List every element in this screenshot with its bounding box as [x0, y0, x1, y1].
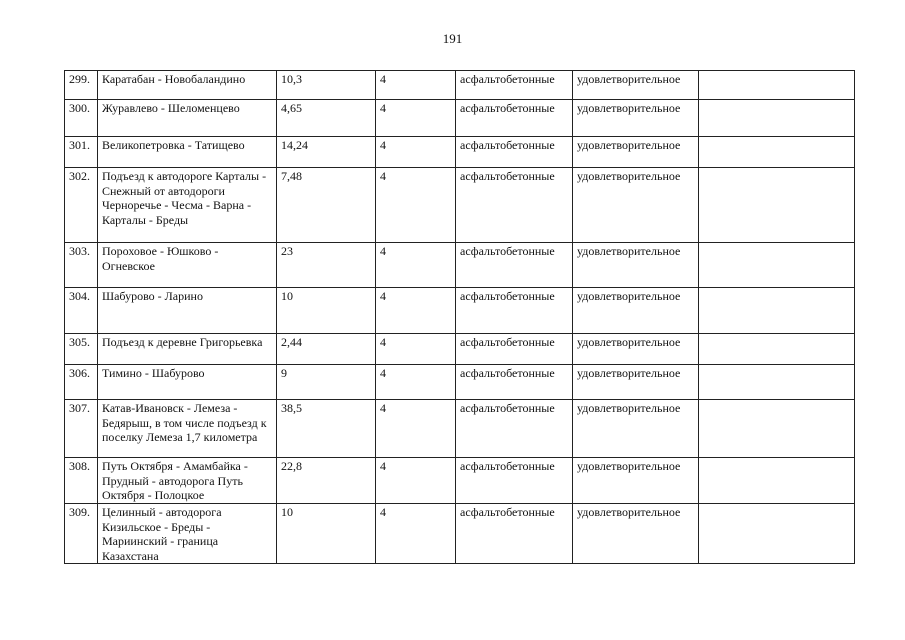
road-name-cell: Тимино - Шабурово [98, 365, 277, 400]
road-note-cell [699, 365, 855, 400]
road-note-cell [699, 71, 855, 100]
road-name-cell: Великопетровка - Татищево [98, 137, 277, 168]
road-surface-cell: асфальтобетонные [456, 71, 573, 100]
road-category-cell: 4 [376, 100, 456, 137]
road-surface-cell: асфальтобетонные [456, 334, 573, 365]
road-surface-cell: асфальтобетонные [456, 288, 573, 334]
row-number-cell: 299. [65, 71, 98, 100]
road-condition-cell: удовлетворительное [573, 71, 699, 100]
road-surface-cell: асфальтобетонные [456, 400, 573, 458]
road-length-cell: 22,8 [277, 458, 376, 504]
road-name-cell: Журавлево - Шеломенцево [98, 100, 277, 137]
road-note-cell [699, 137, 855, 168]
table-row [65, 365, 855, 400]
row-number-cell: 303. [65, 243, 98, 288]
road-condition-cell: удовлетворительное [573, 458, 699, 504]
page-number: 191 [442, 31, 463, 46]
table-row [65, 71, 855, 100]
table-row [65, 458, 855, 504]
road-category-cell: 4 [376, 400, 456, 458]
road-length-cell: 10 [277, 504, 376, 564]
road-length-cell: 9 [277, 365, 376, 400]
road-note-cell [699, 400, 855, 458]
road-condition-cell: удовлетворительное [573, 137, 699, 168]
road-length-cell: 7,48 [277, 168, 376, 243]
road-category-cell: 4 [376, 243, 456, 288]
road-note-cell [699, 243, 855, 288]
road-surface-cell: асфальтобетонные [456, 458, 573, 504]
row-number-cell: 301. [65, 137, 98, 168]
table-row [65, 137, 855, 168]
row-number-cell: 306. [65, 365, 98, 400]
road-surface-cell: асфальтобетонные [456, 168, 573, 243]
road-condition-cell: удовлетворительное [573, 400, 699, 458]
road-name-cell: Катав-Ивановск - Лемеза - Бедярыш, в том числе подъезд к поселку Лемеза 1,7 километра [98, 400, 277, 458]
road-note-cell [699, 100, 855, 137]
road-name-cell: Путь Октября - Амамбайка - Прудный - автодорога Путь Октября - Полоцкое [98, 458, 277, 504]
table-row [65, 400, 855, 458]
road-name-cell: Каратабан - Новобаландино [98, 71, 277, 100]
table-row [65, 334, 855, 365]
road-note-cell [699, 334, 855, 365]
table-row [65, 243, 855, 288]
road-condition-cell: удовлетворительное [573, 243, 699, 288]
table-row [65, 100, 855, 137]
road-length-cell: 10 [277, 288, 376, 334]
road-length-cell: 4,65 [277, 100, 376, 137]
road-condition-cell: удовлетворительное [573, 334, 699, 365]
road-condition-cell: удовлетворительное [573, 504, 699, 564]
road-length-cell: 23 [277, 243, 376, 288]
row-number-cell: 308. [65, 458, 98, 504]
road-surface-cell: асфальтобетонные [456, 365, 573, 400]
road-surface-cell: асфальтобетонные [456, 100, 573, 137]
road-note-cell [699, 504, 855, 564]
row-number-cell: 304. [65, 288, 98, 334]
road-name-cell: Подъезд к автодороге Карталы - Снежный от автодороги Черноречье - Чесма - Варна - Карталы - Бреды [98, 168, 277, 243]
road-category-cell: 4 [376, 458, 456, 504]
road-name-cell: Шабурово - Ларино [98, 288, 277, 334]
road-category-cell: 4 [376, 365, 456, 400]
road-category-cell: 4 [376, 168, 456, 243]
road-length-cell: 10,3 [277, 71, 376, 100]
road-length-cell: 2,44 [277, 334, 376, 365]
road-category-cell: 4 [376, 504, 456, 564]
road-category-cell: 4 [376, 137, 456, 168]
road-condition-cell: удовлетворительное [573, 168, 699, 243]
road-length-cell: 14,24 [277, 137, 376, 168]
road-length-cell: 38,5 [277, 400, 376, 458]
table-row [65, 504, 855, 564]
table-row [65, 168, 855, 243]
road-name-cell: Пороховое - Юшково - Огневское [98, 243, 277, 288]
road-category-cell: 4 [376, 71, 456, 100]
row-number-cell: 309. [65, 504, 98, 564]
table-body [65, 71, 855, 564]
row-number-cell: 300. [65, 100, 98, 137]
road-surface-cell: асфальтобетонные [456, 504, 573, 564]
road-condition-cell: удовлетворительное [573, 100, 699, 137]
row-number-cell: 305. [65, 334, 98, 365]
table-row [65, 288, 855, 334]
road-note-cell [699, 168, 855, 243]
row-number-cell: 302. [65, 168, 98, 243]
road-name-cell: Подъезд к деревне Григорьевка [98, 334, 277, 365]
road-category-cell: 4 [376, 334, 456, 365]
road-surface-cell: асфальтобетонные [456, 243, 573, 288]
road-condition-cell: удовлетворительное [573, 365, 699, 400]
road-name-cell: Целинный - автодорога Кизильское - Бреды - Мариинский - граница Казахстана [98, 504, 277, 564]
road-category-cell: 4 [376, 288, 456, 334]
road-note-cell [699, 458, 855, 504]
road-surface-cell: асфальтобетонные [456, 137, 573, 168]
row-number-cell: 307. [65, 400, 98, 458]
road-condition-cell: удовлетворительное [573, 288, 699, 334]
roads-table [64, 70, 855, 564]
road-note-cell [699, 288, 855, 334]
